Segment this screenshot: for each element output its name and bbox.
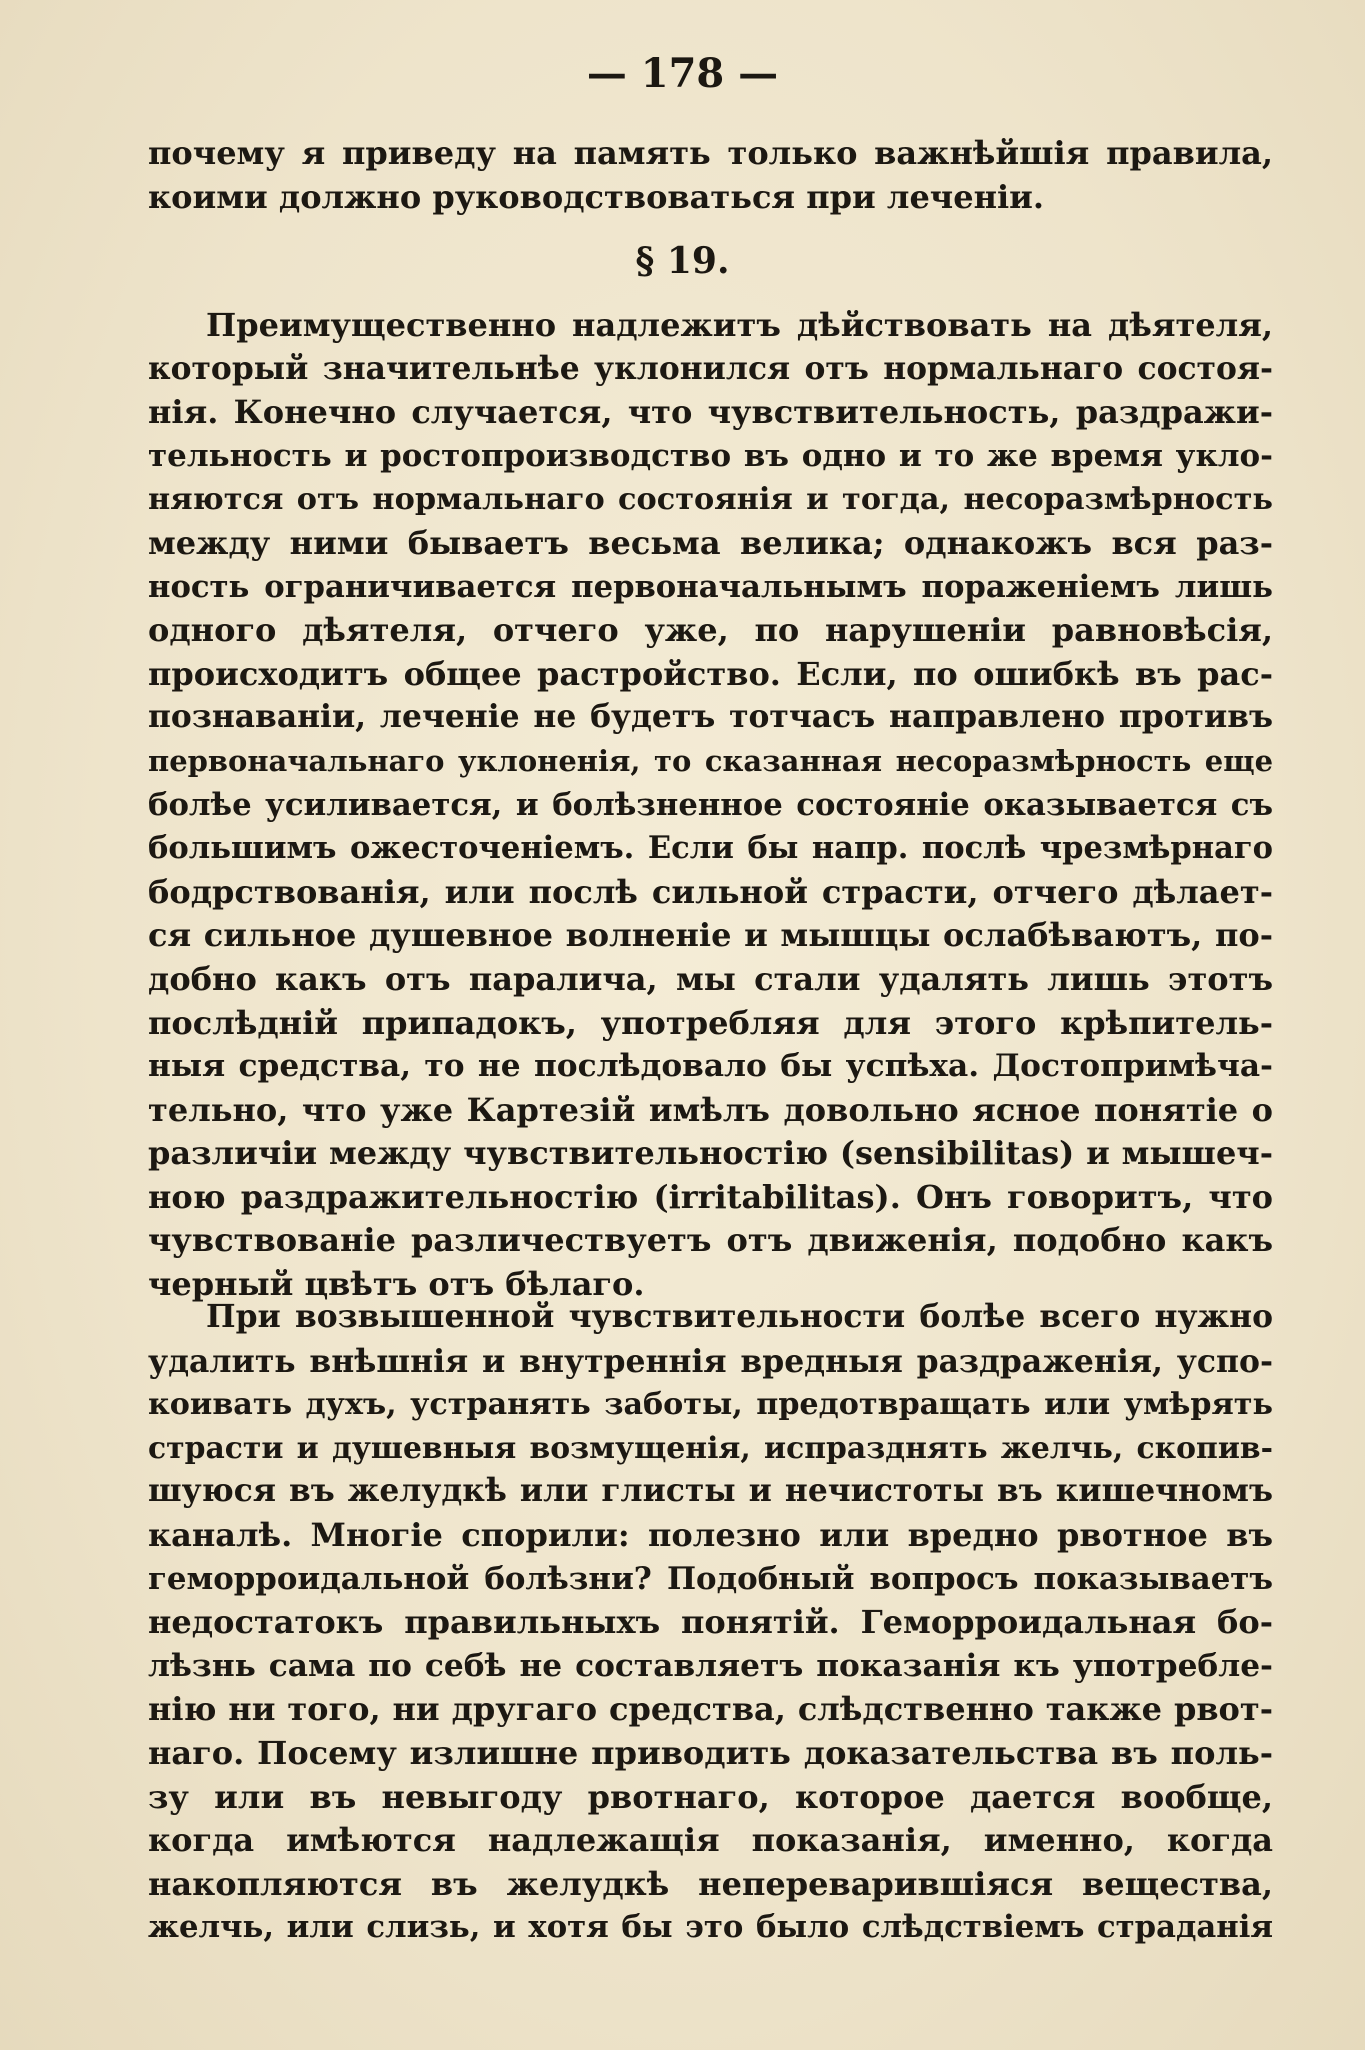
text-line: когда имѣются надлежащія показанія, именно, когда <box>148 1821 1273 1860</box>
text-line: накопляются въ желудкѣ непереварившіяся вещества, <box>148 1864 1273 1903</box>
text-line: геморроидальной болѣзни? Подобный вопросъ показываетъ <box>148 1560 1273 1597</box>
text-line: который значительнѣе уклонился отъ нормальнаго состоя- <box>148 350 1273 387</box>
text-line: няются отъ нормальнаго состоянія и тогда, несоразмѣрность <box>148 482 1273 518</box>
text-line: ныя средства, то не послѣдовало бы успѣха. Достопримѣча- <box>148 1048 1273 1085</box>
text-line: болѣе усиливается, и болѣзненное состояніе оказывается съ <box>148 786 1273 823</box>
text-line: большимъ ожесточеніемъ. Если бы напр. послѣ чрезмѣрнаго <box>148 830 1273 867</box>
text-line: ною раздражительностію (irritabilitas). Онъ говоритъ, что <box>148 1177 1273 1216</box>
text-line: черный цвѣтъ отъ бѣлаго. <box>148 1265 645 1304</box>
text-line: одного дѣятеля, отчего уже, по нарушеніи равновѣсія, <box>148 611 1273 650</box>
text-line: коими должно руководствоваться при леченіи. <box>148 177 1045 216</box>
text-line: бодрствованія, или послѣ сильной страсти, отчего дѣлает- <box>148 872 1273 911</box>
paragraph-1 <box>148 304 1273 1307</box>
text-line: почему я приведу на память только важнѣйшія правила, <box>148 134 1273 172</box>
text-line: нія. Конечно случается, что чувствительность, раздражи- <box>148 393 1273 432</box>
text-line: зу или въ невыгоду рвотнаго, которое дается вообще, <box>148 1777 1273 1816</box>
text-line: лѣзнь сама по себѣ не составляетъ показанія къ употребле- <box>148 1647 1273 1684</box>
text-line: удалить внѣшнія и внутреннія вредныя раздраженія, успо- <box>148 1342 1273 1380</box>
text-line: тельно, что уже Картезій имѣлъ довольно ясное понятіе о <box>148 1090 1273 1129</box>
text-line: между ними бываетъ весьма велика; однакожъ вся раз- <box>148 523 1273 562</box>
text-line: страсти и душевныя возмущенія, испразднять желчь, скопив- <box>148 1430 1273 1466</box>
text-line: желчь, или слизь, и хотя бы это было слѣдствіемъ страданія <box>148 1909 1273 1946</box>
page-number: — 178 — <box>586 50 779 97</box>
text-line: каналѣ. Многіе спорили: полезно или вредно рвотное въ <box>148 1515 1273 1554</box>
text-line: различіи между чувствительностію (sensibilitas) и мышеч- <box>148 1134 1273 1173</box>
text-line: тельность и ростопроизводство въ одно и то же время укло- <box>148 437 1273 474</box>
text-line: коивать духъ, устранять заботы, предотвращать или умѣрять <box>148 1387 1273 1423</box>
text-line: При возвышенной чувствительности болѣе всего нужно <box>206 1299 1273 1335</box>
text-line: ся сильное душевное волненіе и мышцы ослабѣваютъ, по- <box>148 916 1273 955</box>
text-line: происходитъ общее растройство. Если, по ошибкѣ въ рас- <box>148 654 1273 693</box>
paragraph-2 <box>148 1296 1273 1950</box>
text-line: недостатокъ правильныхъ понятій. Геморроидальная бо- <box>148 1603 1273 1642</box>
text-line: Преимущественно надлежитъ дѣйствовать на дѣятеля, <box>206 306 1273 344</box>
text-line: наго. Посему излишне приводить доказательства въ поль- <box>148 1733 1273 1772</box>
section-heading: § 19. <box>635 240 730 282</box>
text-line: нію ни того, ни другаго средства, слѣдственно также рвот- <box>148 1690 1273 1729</box>
text-line: добно какъ отъ паралича, мы стали удалять лишь этотъ <box>148 959 1273 998</box>
text-line: послѣдній припадокъ, употребляя для этого крѣпитель- <box>148 1003 1273 1042</box>
text-line: шуюся въ желудкѣ или глисты и нечистоты въ кишечномъ <box>148 1473 1273 1510</box>
text-line: первоначальнаго уклоненія, то сказанная несоразмѣрность еще <box>148 743 1273 778</box>
text-line: познаваніи, леченіе не будетъ тотчасъ направлено противъ <box>148 699 1273 736</box>
text-line: ность ограничивается первоначальнымъ пораженіемъ лишь <box>148 568 1273 605</box>
text-line: чувствованіе различествуетъ отъ движенія, подобно какъ <box>148 1221 1273 1260</box>
intro-paragraph <box>148 132 1273 219</box>
